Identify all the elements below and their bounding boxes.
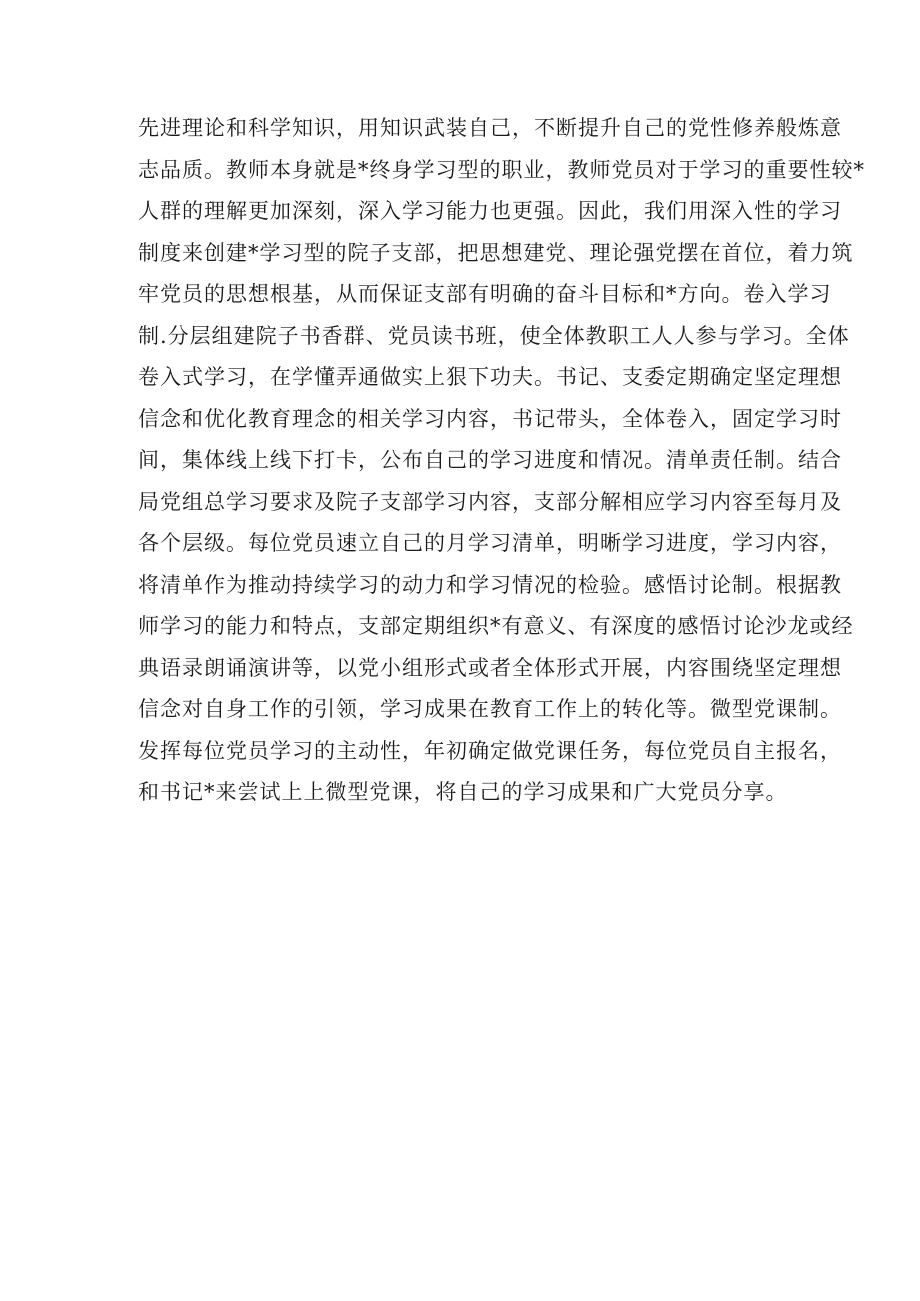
text-line: 发挥每位党员学习的主动性，年初确定做党课任务，每位党员自主报名， bbox=[138, 738, 842, 763]
text-line: 信念和优化教育理念的相关学习内容，书记带头，全体卷入，固定学习时 bbox=[138, 406, 842, 431]
text-line: 和书记*来尝试上上微型党课，将自己的学习成果和广大党员分享。 bbox=[138, 780, 788, 804]
body-paragraph bbox=[138, 108, 865, 814]
text-line: 先进理论和科学知识，用知识武装自己，不断提升自己的党性修养般炼意 bbox=[138, 116, 842, 140]
text-line: 信念对自身工作的引领，学习成果在教育工作上的转化等。微型党课制。 bbox=[138, 697, 842, 721]
text-line: 制.分层组建院子书香群、党员读书班，使全体教职工人人参与学习。全体 bbox=[138, 323, 850, 348]
text-line: 各个层级。每位党员速立自己的月学习清单，明晰学习进度，学习内容， bbox=[138, 531, 842, 555]
text-line: 卷入式学习，在学懂弄通做实上狠下功夫。书记、支委定期确定坚定理想 bbox=[138, 365, 842, 389]
text-line: 将清单作为推动持续学习的动力和学习情况的检验。感悟讨论制。根据教 bbox=[138, 572, 842, 597]
text-line: 制度来创建*学习型的院子支部，把思想建党、理论强党摆在首位，着力筑 bbox=[138, 240, 854, 265]
text-line: 局党组总学习要求及院子支部学习内容，支部分解相应学习内容至每月及 bbox=[138, 489, 842, 514]
text-line: 师学习的能力和特点，支部定期组织*有意义、有深度的感悟讨论沙龙或经 bbox=[138, 614, 854, 638]
text-line: 人群的理解更加深刻，深入学习能力也更强。因此，我们用深入性的学习 bbox=[138, 199, 842, 223]
text-line: 志品质。教师本身就是*终身学习型的职业，教师党员对于学习的重要性较* bbox=[138, 157, 865, 182]
text-line: 牢党员的思想根基，从而保证支部有明确的奋斗目标和*方向。卷入学习 bbox=[138, 282, 832, 306]
text-line: 典语录朗诵演讲等，以党小组形式或者全体形式开展，内容围绕坚定理想 bbox=[138, 655, 842, 680]
text-line: 间，集体线上线下打卡，公布自己的学习进度和情况。清单责任制。结合 bbox=[138, 448, 842, 472]
